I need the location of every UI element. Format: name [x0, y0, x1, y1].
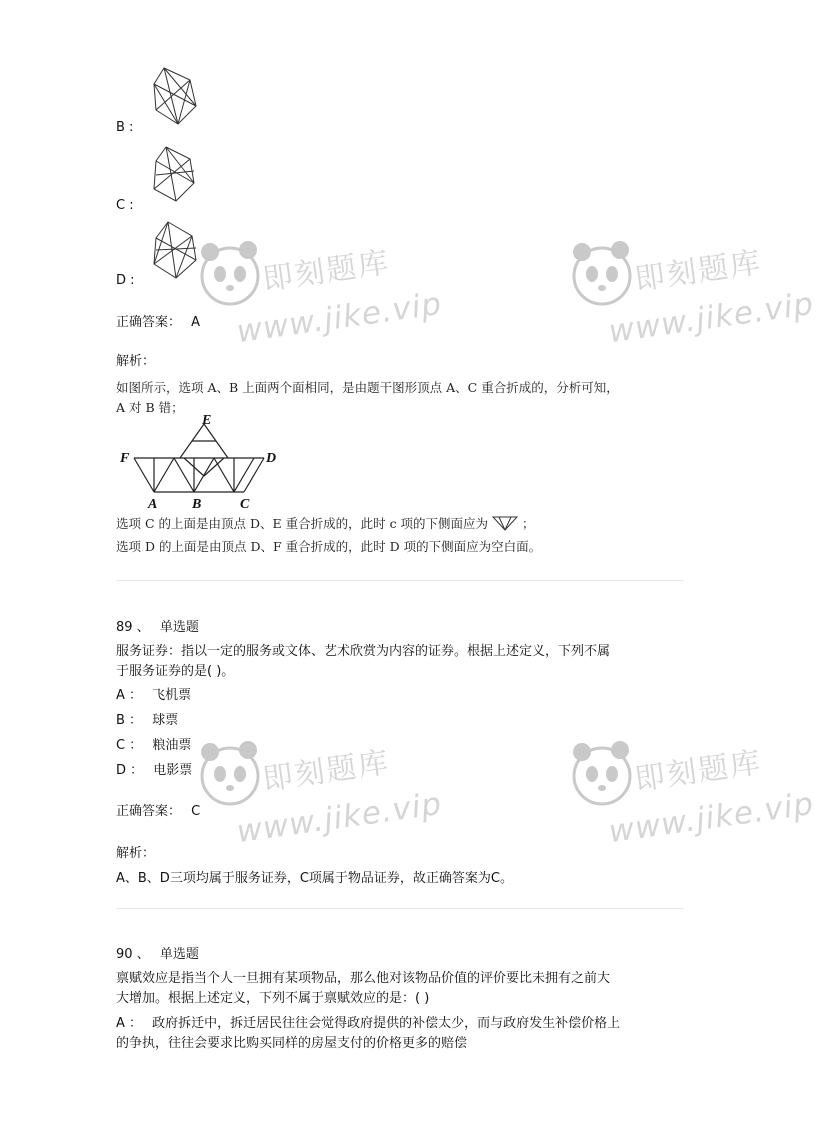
- option-label: C ：: [116, 738, 143, 753]
- option-text: 飞机票: [152, 688, 192, 703]
- option-row: [116, 761, 192, 781]
- watermark-url: www.jike.vip: [606, 285, 816, 351]
- answer-row: [116, 802, 200, 822]
- option-c-label: C :: [116, 198, 134, 213]
- question-type: 单选题: [159, 620, 199, 635]
- analysis-text-line: [116, 514, 535, 534]
- question-stem-line: 禀赋效应是指当个人一旦拥有某项物品，那么他对该物品价值的评价要比未拥有之前大: [116, 971, 611, 986]
- option-row: [116, 1014, 620, 1034]
- option-label: D ：: [116, 763, 144, 778]
- watermark: [196, 738, 445, 878]
- analysis-text-line: 选项 D 的上面是由顶点 D、F 重合折成的，此时 D 项的下侧面应为空白面。: [116, 539, 542, 554]
- watermark-title: 即刻题库: [260, 245, 393, 298]
- analysis-line3-end: ；: [522, 516, 535, 531]
- option-row: [116, 711, 178, 731]
- answer-row: [116, 313, 200, 333]
- question-header: [116, 945, 199, 965]
- panda-logo-icon: [568, 238, 638, 318]
- panda-logo-icon: [568, 738, 638, 818]
- analysis-text-line: 如图所示，选项 A、B 上面两个面相同，是由题干图形顶点 A、C 重合折成的，分析可知，: [116, 380, 619, 395]
- watermark-url: www.jike.vip: [606, 785, 816, 851]
- option-d-solid-image: [150, 220, 200, 280]
- question-stem-line: 服务证券：指以一定的服务或文体、艺术欣赏为内容的证券。根据上述定义，下列不属: [116, 644, 611, 659]
- option-label: A ：: [116, 688, 143, 703]
- watermark-url: www.jike.vip: [234, 785, 445, 851]
- watermark-clip-region: [568, 0, 816, 1132]
- figure-label-d: D: [266, 451, 277, 466]
- watermark: [196, 238, 445, 378]
- option-text: 球票: [152, 713, 179, 728]
- answer-label: 正确答案：: [116, 804, 182, 819]
- option-text-continued: 的争执，往往会要求比购买同样的房屋支付的价格更多的赔偿: [116, 1036, 468, 1051]
- folding-net-figure: [118, 413, 288, 512]
- figure-label-f: F: [120, 451, 130, 466]
- analysis-label: 解析：: [116, 846, 156, 861]
- option-c-solid-image: [150, 145, 198, 203]
- watermark: [568, 238, 816, 378]
- option-label: A ：: [116, 1016, 143, 1031]
- figure-label-e: E: [202, 413, 212, 428]
- downward-triangle-face-icon: [492, 515, 518, 531]
- analysis-label: 解析：: [116, 354, 156, 369]
- option-row: [116, 686, 191, 706]
- question-stem-line: 大增加。根据上述定义，下列不属于禀赋效应的是：( ): [116, 991, 430, 1006]
- watermark-title: 即刻题库: [632, 245, 765, 298]
- question-type: 单选题: [159, 947, 199, 962]
- option-text: 粮油票: [152, 738, 192, 753]
- analysis-line3: 选项 C 的上面是由顶点 D、E 重合折成的，此时 c 项的下侧面应为: [116, 516, 489, 531]
- watermark-title: 即刻题库: [632, 745, 765, 798]
- question-header: [116, 618, 199, 638]
- analysis-text-line: A 对 B 错；: [116, 400, 184, 415]
- option-row: [116, 736, 191, 756]
- panda-logo-icon: [196, 238, 266, 318]
- figure-label-b: B: [192, 497, 202, 512]
- watermark-url: www.jike.vip: [234, 285, 445, 351]
- answer-label: 正确答案：: [116, 315, 182, 330]
- figure-label-a: A: [148, 497, 158, 512]
- panda-logo-icon: [196, 738, 266, 818]
- answer-value: A: [191, 315, 201, 330]
- figure-label-c: C: [240, 497, 250, 512]
- watermark: [568, 738, 816, 878]
- option-b-label: B :: [116, 120, 134, 135]
- answer-value: C: [191, 804, 201, 819]
- option-text: 政府拆迁中，拆迁居民往往会觉得政府提供的补偿太少，而与政府发生补偿价格上: [152, 1016, 621, 1031]
- option-b-solid-image: [150, 66, 200, 126]
- question-number: 89 、: [116, 620, 150, 635]
- question-stem-line: 于服务证券的是( )。: [116, 664, 235, 679]
- option-d-label: D :: [116, 273, 135, 288]
- watermark-title: 即刻题库: [260, 745, 393, 798]
- question-number: 90 、: [116, 947, 150, 962]
- analysis-text-line: A、B、D三项均属于服务证券，C项属于物品证券，故正确答案为C。: [116, 871, 513, 886]
- option-label: B ：: [116, 713, 143, 728]
- option-text: 电影票: [153, 763, 193, 778]
